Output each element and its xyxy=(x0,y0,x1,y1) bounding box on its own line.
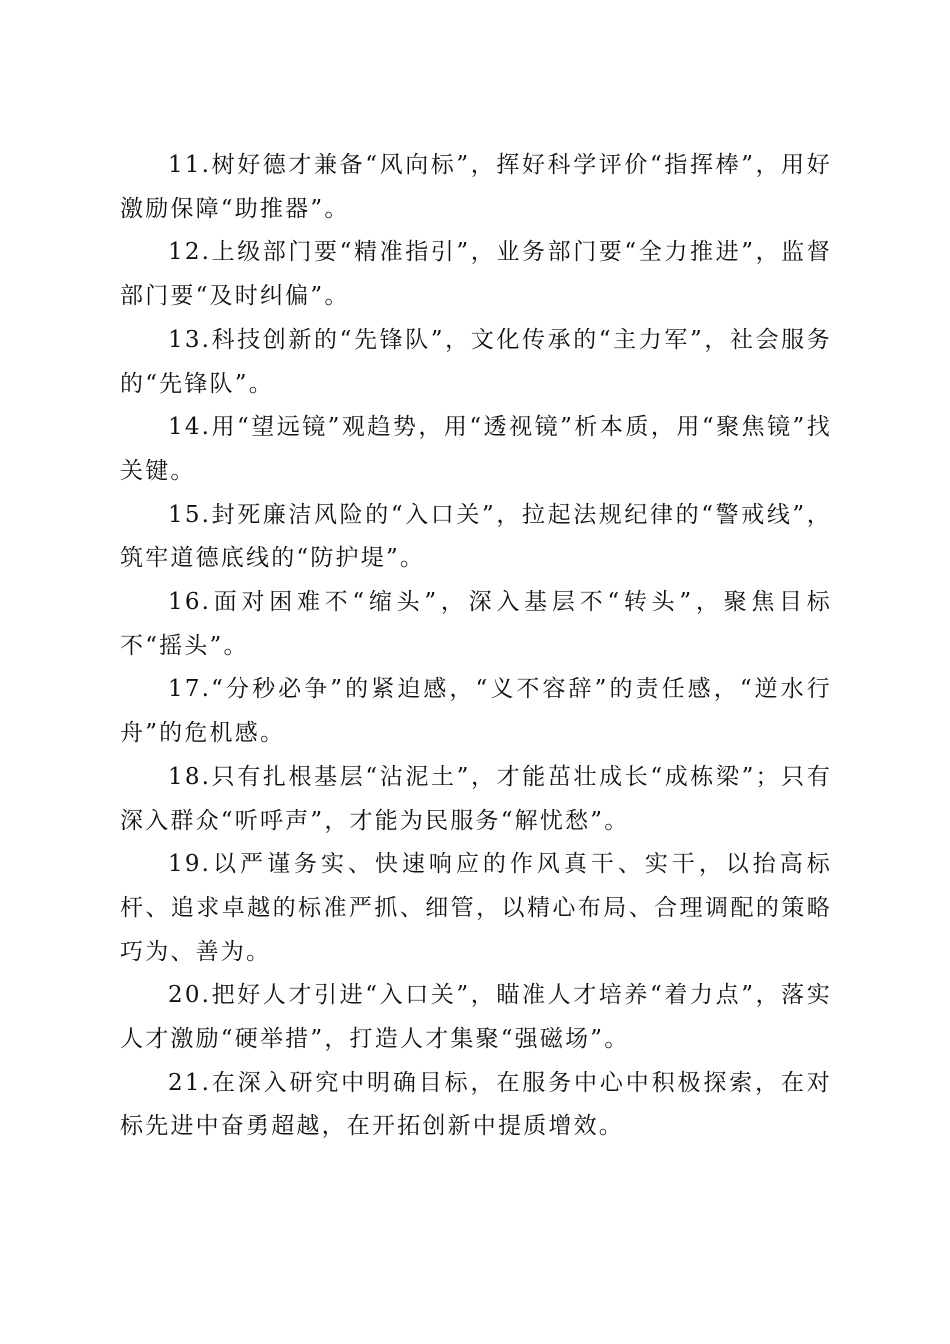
paragraph-19: 19.以严谨务实、快速响应的作风真干、实干，以抬高标杆、追求卓越的标准严抓、细管，以精心布局、合理调配的策略巧为、善为。 xyxy=(120,851,832,965)
paragraph-17: 17.“分秒必争”的紧迫感，“义不容辞”的责任感，“逆水行舟”的危机感。 xyxy=(120,676,832,747)
paragraph-20: 20.把好人才引进“入口关”，瞄准人才培养“着力点”，落实人才激励“硬举措”，打造人才集聚“强磁场”。 xyxy=(120,982,832,1053)
paragraph-21: 21.在深入研究中明确目标，在服务中心中积极探索，在对标先进中奋勇超越，在开拓创新中提质增效。 xyxy=(120,1069,832,1140)
paragraph-11: 11.树好德才兼备“风向标”，挥好科学评价“指挥棒”，用好激励保障“助推器”。 xyxy=(120,152,832,222)
paragraph-18: 18.只有扎根基层“沾泥土”，才能茁壮成长“成栋梁”；只有深入群众“听呼声”，才能为民服务“解忧愁”。 xyxy=(120,763,832,834)
paragraph-15: 15.封死廉洁风险的“入口关”，拉起法规纪律的“警戒线”，筑牢道德底线的“防护堤”。 xyxy=(120,501,832,572)
paragraph-12: 12.上级部门要“精准指引”，业务部门要“全力推进”，监督部门要“及时纠偏”。 xyxy=(120,239,832,310)
paragraph-16: 16.面对困难不“缩头”，深入基层不“转头”，聚焦目标不“摇头”。 xyxy=(120,589,832,659)
paragraph-14: 14.用“望远镜”观趋势，用“透视镜”析本质，用“聚焦镜”找关键。 xyxy=(120,414,832,484)
paragraph-13: 13.科技创新的“先锋队”，文化传承的“主力军”，社会服务的“先锋队”。 xyxy=(120,326,832,397)
